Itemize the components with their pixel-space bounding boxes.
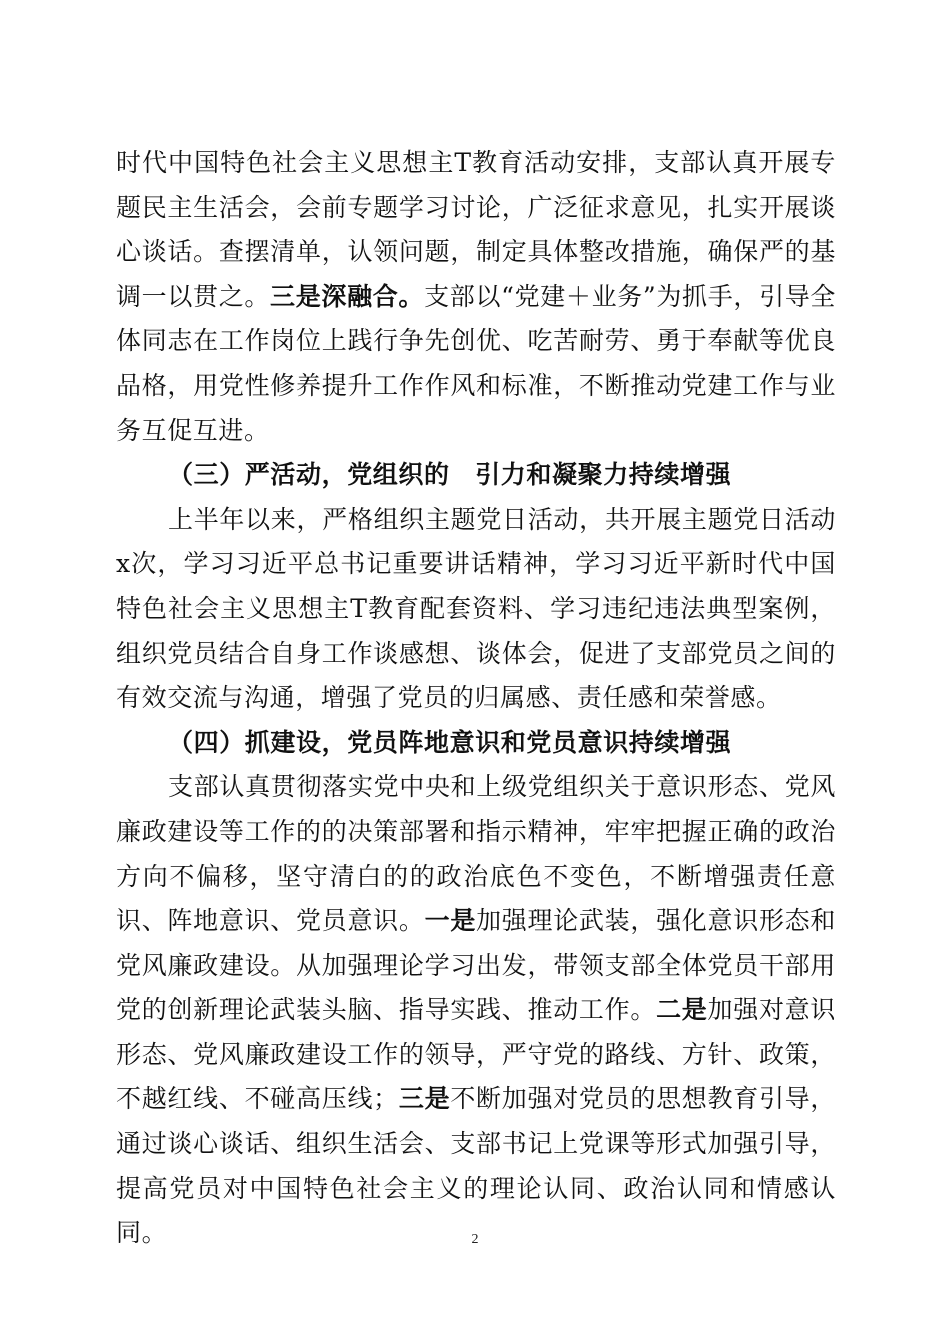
bold-lead-phrase: 二是: [656, 995, 708, 1025]
paragraph-text: 支部以“党建＋业务”为抓手，引导全体同志在工作岗位上践行争先创优、吃苦耐劳、勇于奉献等优良品格，用党性修养提升工作作风和标准，不断推动党建工作与业务互促互进。: [116, 281, 837, 445]
paragraph-text: 加强理论武装，强化意识形态和党风廉政建设。从加强理论学习出发，带领支部全体党员干部用党的创新理论武装头脑、指导实践、推动工作。: [116, 906, 836, 1025]
page-body: [116, 141, 836, 1256]
bold-lead-phrase: 一是: [424, 906, 477, 936]
paragraph-text: 不断加强对党员的思想教育引导，通过谈心谈话、组织生活会、支部书记上党课等形式加强引导，提高党员对中国特色社会主义的理论认同、政治认同和情感认同。: [116, 1084, 836, 1248]
page-number: 2: [471, 1232, 479, 1247]
bold-lead-phrase: 三是: [398, 1084, 451, 1114]
paragraph-activities: 上半年以来，严格组织主题党日活动，共开展主题党日活动x次，学习习近平总书记重要讲话精神，学习习近平新时代中国特色社会主义思想主T教育配套资料、学习违纪违法典型案例，组织党员结合自身工作谈感想、谈体会，促进了支部党员之间的有效交流与沟通，增强了党员的归属感、责任感和荣誉感。: [116, 504, 836, 713]
paragraph-text: 加强对意识形态、党风廉政建设工作的领导，严守党的路线、方针、政策，不越红线、不碰高压线；: [116, 995, 836, 1114]
bold-lead-phrase: 三是深融合。: [270, 281, 425, 311]
section-heading-4: （四）抓建设，党员阵地意识和党员意识持续增强: [168, 727, 732, 757]
paragraph-text: 时代中国特色社会主义思想主T教育活动安排，支部认真开展专题民主生活会，会前专题学习讨论，广泛征求意见，扎实开展谈心谈话。查摆清单，认领问题，制定具体整改措施，确保严的基调一以贯之。: [116, 148, 836, 311]
paragraph-continuation: [116, 141, 836, 453]
paragraph-construction: [116, 765, 836, 1256]
section-heading-3: （三）严活动，党组织的 引力和凝聚力持续增强: [168, 460, 732, 490]
paragraph-text: 支部认真贯彻落实党中央和上级党组织关于意识形态、党风廉政建设等工作的的决策部署和指示精神，牢牢把握正确的政治方向不偏移，坚守清白的的政治底色不变色，不断增强责任意识、阵地意识、党员意识。: [116, 772, 836, 936]
